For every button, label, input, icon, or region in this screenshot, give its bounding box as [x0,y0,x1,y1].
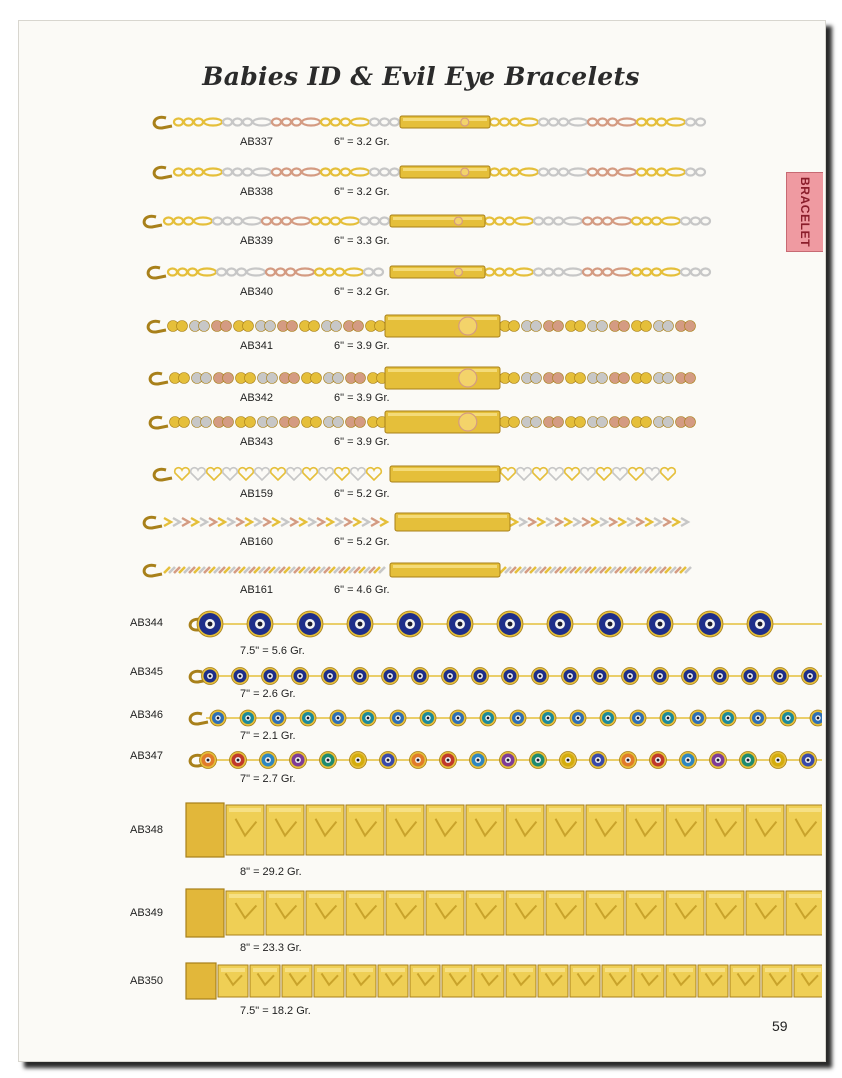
nugget-link [506,805,544,855]
butterfly-icon [461,118,469,126]
product-code: AB341 [240,340,274,352]
nugget-link [474,965,504,997]
virgin-icon [461,168,469,176]
evil-eye-bead [442,668,459,685]
evil-eye-bead [712,668,729,685]
evil-eye-bead [350,752,367,769]
evil-eye-bead [592,668,609,685]
evil-eye-bead [697,611,723,637]
evil-eye-bead [247,611,273,637]
evil-eye-bead [747,611,773,637]
section-tab-label: BRACELET [798,176,812,248]
evil-eye-bead [270,710,286,726]
product-weight: 8" = 23.3 Gr. [240,942,302,954]
evil-eye-bead [197,611,223,637]
product-code: AB340 [240,286,274,298]
product-weight: 6" = 3.9 Gr. [334,340,390,352]
nugget-link [426,891,464,935]
nugget-link [346,965,376,997]
bracelet-image[interactable] [150,460,690,493]
nugget-link [626,891,664,935]
nugget-link [746,805,784,855]
bracelet-image[interactable] [150,158,716,191]
evil-eye-bead [470,752,487,769]
evil-eye-bead [200,752,217,769]
product-weight: 8" = 29.2 Gr. [240,866,302,878]
box-clasp [186,963,216,999]
evil-eye-bead [380,752,397,769]
product-code: AB347 [130,750,164,762]
product-code: AB339 [240,235,274,247]
evil-eye-bead [720,710,736,726]
lobster-clasp [148,321,166,332]
bracelet-image[interactable] [144,258,722,291]
nugget-link [346,891,384,935]
product-code: AB350 [130,975,164,987]
evil-eye-bead [810,710,822,726]
product-code: AB159 [240,488,274,500]
evil-eye-bead [202,668,219,685]
id-plate [390,215,485,227]
nugget-link [466,805,504,855]
lobster-clasp [154,167,172,178]
evil-eye-bead [802,668,819,685]
bracelet-image[interactable] [144,312,712,345]
evil-eye-bead [530,752,547,769]
box-clasp [186,889,224,937]
nugget-link [442,965,472,997]
evil-eye-bead [230,752,247,769]
evil-eye-bead [510,710,526,726]
product-code: AB345 [130,666,164,678]
evil-eye-bead [630,710,646,726]
lobster-clasp [148,267,166,278]
evil-eye-bead [300,710,316,726]
flower-icon [459,317,477,335]
evil-eye-bead [410,752,427,769]
evil-eye-bead [450,710,466,726]
lobster-clasp [154,117,172,128]
nugget-link [226,891,264,935]
bracelet-image[interactable] [146,364,712,397]
evil-eye-bead [330,710,346,726]
nugget-link [466,891,504,935]
nugget-link [386,805,424,855]
evil-eye-bead [600,710,616,726]
lobster-clasp [144,216,162,227]
evil-eye-bead [660,710,676,726]
bracelet-image[interactable] [146,408,712,441]
nugget-link [730,965,760,997]
product-weight: 7.5" = 5.6 Gr. [240,645,305,657]
evil-eye-bead [772,668,789,685]
bracelet-image[interactable] [184,888,822,943]
nugget-link [282,965,312,997]
nugget-link [314,965,344,997]
nugget-link [570,965,600,997]
nugget-link [346,805,384,855]
evil-eye-bead [742,668,759,685]
nugget-link [666,805,704,855]
evil-eye-bead [532,668,549,685]
lobster-clasp [144,565,162,576]
nugget-link [306,891,344,935]
nugget-link [266,805,304,855]
product-weight: 6" = 3.9 Gr. [334,392,390,404]
evil-eye-bead [740,752,757,769]
nugget-link [746,891,784,935]
id-plate [390,266,485,278]
evil-eye-bead [650,752,667,769]
box-clasp [186,803,224,857]
evil-eye-bead [322,668,339,685]
product-code: AB338 [240,186,274,198]
nugget-link [602,965,632,997]
nugget-link [794,965,822,997]
nugget-link [410,965,440,997]
product-weight: 6" = 4.6 Gr. [334,584,390,596]
nugget-link [378,965,408,997]
evil-eye-bead [502,668,519,685]
product-weight: 7" = 2.7 Gr. [240,773,296,785]
product-code: AB161 [240,584,274,596]
nugget-link [762,965,792,997]
evil-eye-bead [240,710,256,726]
bracelet-image[interactable] [184,802,822,863]
nugget-link [250,965,280,997]
evil-eye-bead [622,668,639,685]
evil-eye-bead [497,611,523,637]
evil-eye-bead [562,668,579,685]
product-code: AB337 [240,136,274,148]
nugget-link [506,891,544,935]
product-weight: 6" = 5.2 Gr. [334,536,390,548]
product-weight: 7" = 2.1 Gr. [240,730,296,742]
evil-eye-bead [800,752,817,769]
nugget-link [306,805,344,855]
evil-eye-bead [780,710,796,726]
evil-eye-bead [472,668,489,685]
evil-eye-bead [447,611,473,637]
product-weight: 6" = 3.2 Gr. [334,136,390,148]
product-code: AB346 [130,709,164,721]
nugget-link [706,891,744,935]
product-weight: 7.5" = 18.2 Gr. [240,1005,311,1017]
evil-eye-bead [500,752,517,769]
lobster-clasp [144,517,162,528]
evil-eye-bead [750,710,766,726]
bracelet-image[interactable] [140,207,722,240]
nugget-link [266,891,304,935]
page-title: Babies ID & Evil Eye Bracelets [202,62,640,91]
cross-icon [454,268,462,276]
bracelet-image[interactable] [184,962,822,1005]
evil-eye-bead [560,752,577,769]
evil-eye-bead [262,668,279,685]
evil-eye-bead [352,668,369,685]
evil-eye-bead [360,710,376,726]
evil-eye-bead [210,710,226,726]
product-code: AB342 [240,392,274,404]
evil-eye-bead [620,752,637,769]
evil-eye-bead [547,611,573,637]
product-weight: 6" = 3.9 Gr. [334,436,390,448]
evil-eye-bead [540,710,556,726]
evil-eye-bead [652,668,669,685]
evil-eye-bead [690,710,706,726]
evil-eye-bead [397,611,423,637]
nugget-link [586,891,624,935]
nugget-link [786,891,822,935]
page-number: 59 [772,1018,788,1034]
product-code: AB349 [130,907,164,919]
evil-eye-bead [382,668,399,685]
nugget-link [706,805,744,855]
evil-eye-bead [390,710,406,726]
evil-eye-bead [292,668,309,685]
product-weight: 6" = 3.2 Gr. [334,186,390,198]
evil-eye-bead [647,611,673,637]
evil-eye-bead [680,752,697,769]
lobster-clasp [150,373,168,384]
product-weight: 7" = 2.6 Gr. [240,688,296,700]
evil-eye-bead [412,668,429,685]
product-code: AB160 [240,536,274,548]
evil-eye-bead [290,752,307,769]
product-code: AB343 [240,436,274,448]
nugget-link [666,965,696,997]
bracelet-image[interactable] [186,608,822,645]
evil-eye-bead [260,752,277,769]
heart-icon [459,413,477,431]
nugget-link [546,891,584,935]
nugget-link [538,965,568,997]
product-code: AB344 [130,617,164,629]
evil-eye-bead [770,752,787,769]
nugget-link [626,805,664,855]
evil-eye-bead [297,611,323,637]
evil-eye-bead [440,752,457,769]
nugget-link [546,805,584,855]
lobster-clasp [150,417,168,428]
nugget-link [634,965,664,997]
product-weight: 6" = 3.3 Gr. [334,235,390,247]
bracelet-image[interactable] [140,508,700,541]
evil-eye-bead [570,710,586,726]
nugget-link [218,965,248,997]
evil-eye-bead [590,752,607,769]
nugget-link [786,805,822,855]
id-plate [400,166,490,178]
nugget-link [506,965,536,997]
lobster-clasp [154,469,172,480]
oval-icon [459,369,477,387]
evil-eye-bead [480,710,496,726]
nugget-link [586,805,624,855]
id-plate [400,116,490,128]
evil-eye-bead [420,710,436,726]
nugget-link [386,891,424,935]
product-weight: 6" = 3.2 Gr. [334,286,390,298]
evil-eye-bead [232,668,249,685]
product-code: AB348 [130,824,164,836]
nugget-link [666,891,704,935]
nugget-link [426,805,464,855]
evil-eye-bead [347,611,373,637]
evil-eye-bead [597,611,623,637]
rose-icon [454,217,462,225]
evil-eye-bead [320,752,337,769]
section-tab[interactable] [786,172,823,252]
nugget-link [698,965,728,997]
lobster-clasp [190,713,208,724]
bracelet-image[interactable] [150,108,716,141]
evil-eye-bead [710,752,727,769]
nugget-link [226,805,264,855]
bracelet-image[interactable] [140,556,700,589]
product-weight: 6" = 5.2 Gr. [334,488,390,500]
evil-eye-bead [682,668,699,685]
